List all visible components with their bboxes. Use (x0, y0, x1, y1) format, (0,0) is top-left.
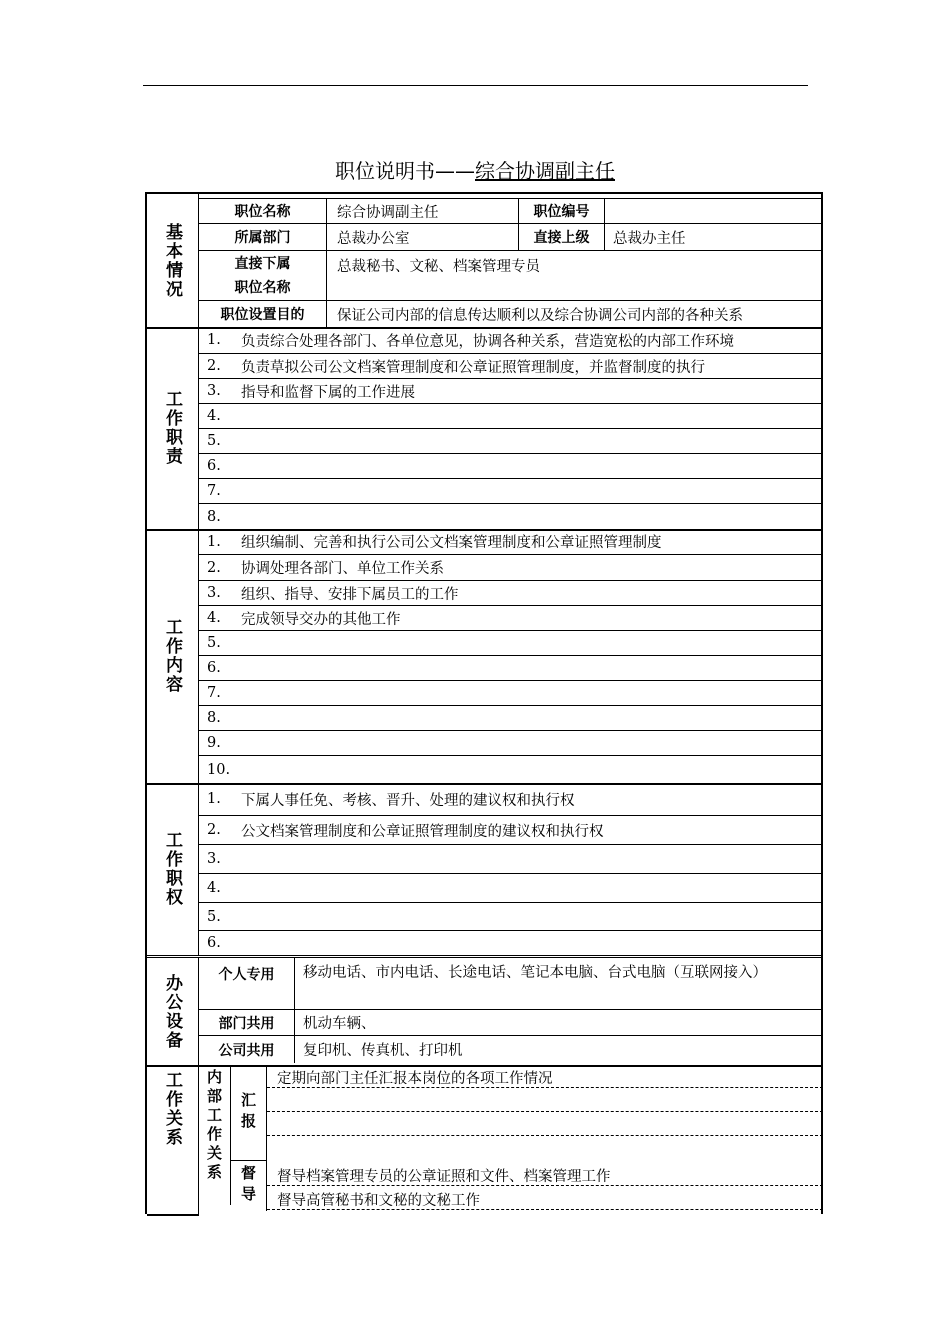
list-item (199, 581, 823, 606)
section-authority: 工作职权 1. 下属人事任免、考核、晋升、处理的建议权和执行权 2. 公文档案管理制度和公章证照管理制度的建议权和执行权 3. 4. 5. 6. (147, 783, 823, 958)
row-subordinates: 直接下属 职位名称 总裁秘书、文秘、档案管理专员 (199, 251, 823, 301)
item-text: 组织编制、完善和执行公司公文档案管理制度和公章证照管理制度 (241, 535, 662, 551)
item-text: 完成领导交办的其他工作 (241, 611, 401, 628)
section-relations: 工作关系 内部工作关系 汇报 督导 定期向部门主任汇报本岗位的各项工作情况 督导档案管理专员的公章证照和文件、档案管理工作 督导高管秘书和文秘的文秘工作 (147, 1065, 823, 1216)
row-department: 所属部门 总裁办公室 直接上级 总裁办主任 (199, 224, 823, 251)
row-purpose: 职位设置目的 保证公司内部的信息传达顺利以及综合协调公司内部的各种关系 (199, 301, 823, 327)
item-number: 4. (207, 610, 221, 626)
list-item (199, 731, 823, 756)
list-item (199, 816, 823, 845)
list-item (199, 327, 823, 354)
item-number: 5. (207, 635, 221, 651)
row-personal: 个人专用 移动电话、市内电话、长途电话、笔记本电脑、台式电脑（互联网接入） (199, 958, 823, 1010)
item-number: 5. (207, 433, 221, 449)
row-dept: 部门共用 机动车辆、 (199, 1010, 823, 1036)
item-number: 8. (207, 710, 221, 726)
section-label: 基本情况 (147, 194, 199, 327)
item-number: 4. (207, 408, 221, 424)
item-number: 4. (207, 880, 221, 896)
internal-label: 内部工作关系 (205, 1069, 223, 1183)
section-duties: 工作职责 1. 负责综合处理各部门、各单位意见，协调各种关系，营造宽松的内部工作环境 2. 负责草拟公司公文档案管理制度和公章证照管理制度，并监督制度的执行 3. 指导和监督下属的工作进展 4. 5. 6. 7. 8. (147, 327, 823, 531)
list-item (199, 845, 823, 874)
item-number: 3. (207, 383, 221, 399)
row-company: 公司共用 复印机、传真机、打印机 (199, 1036, 823, 1063)
list-item (199, 874, 823, 903)
item-number: 7. (207, 483, 221, 499)
section-content: 工作内容 1. 组织编制、完善和执行公司公文档案管理制度和公章证照管理制度 2. 协调处理各部门、单位工作关系 3. 组织、指导、安排下属员工的工作 4. 完成领导交办的其他工作 5. 6. 7. 8. 9. 10. (147, 529, 823, 785)
item-number: 1. (207, 332, 221, 348)
list-item (199, 756, 823, 783)
item-number: 1. (207, 533, 221, 550)
supervise-area (267, 1161, 823, 1211)
list-item (199, 504, 823, 529)
list-item (199, 631, 823, 656)
item-text: 公文档案管理制度和公章证照管理制度的建议权和执行权 (241, 823, 604, 840)
header-rule (143, 85, 808, 86)
row-position-name: 职位名称 综合协调副主任 职位编号 (199, 198, 823, 224)
item-text: 组织、指导、安排下属员工的工作 (241, 586, 459, 603)
item-text: 协调处理各部门、单位工作关系 (241, 561, 444, 577)
item-number: 6. (207, 935, 221, 951)
item-number: 3. (207, 585, 221, 601)
item-text: 指导和监督下属的工作进展 (241, 384, 415, 401)
list-item (199, 354, 823, 379)
job-description-form (145, 192, 823, 1214)
item-number: 9. (207, 735, 221, 751)
list-item (199, 783, 823, 816)
item-number: 6. (207, 660, 221, 676)
list-item (199, 656, 823, 681)
list-item (199, 404, 823, 429)
list-item (199, 555, 823, 581)
list-item (199, 706, 823, 731)
item-number: 2. (207, 559, 221, 576)
item-number: 6. (207, 458, 221, 474)
item-number: 8. (207, 508, 221, 525)
list-item (199, 681, 823, 706)
list-item (199, 429, 823, 454)
page-title: 职位说明书——综合协调副主任 (335, 159, 615, 183)
item-number: 7. (207, 685, 221, 701)
section-basic (147, 194, 823, 329)
report-label: 汇报 (239, 1091, 257, 1134)
supervise-label: 督导 (239, 1165, 257, 1207)
item-number: 1. (207, 791, 221, 807)
item-text: 负责草拟公司公文档案管理制度和公章证照管理制度，并监督制度的执行 (241, 359, 705, 376)
item-text: 负责综合处理各部门、各单位意见，协调各种关系，营造宽松的内部工作环境 (241, 333, 734, 350)
item-number: 2. (207, 358, 221, 374)
supervise-item: 督导高管秘书和文秘的文秘工作 (277, 1193, 480, 1209)
item-number: 10. (207, 761, 231, 778)
item-text: 下属人事任免、考核、晋升、处理的建议权和执行权 (241, 792, 575, 809)
item-number: 5. (207, 908, 221, 925)
supervise-item: 督导档案管理专员的公章证照和文件、档案管理工作 (277, 1169, 611, 1185)
list-item (199, 379, 823, 404)
item-number: 3. (207, 851, 221, 867)
list-item (199, 529, 823, 555)
item-number: 2. (207, 822, 221, 838)
list-item (199, 454, 823, 479)
list-item (199, 931, 823, 955)
title-position: 综合协调副主任 (475, 159, 615, 183)
list-item (199, 903, 823, 931)
report-area (267, 1065, 823, 1161)
list-item (199, 479, 823, 504)
section-equipment: 办公设备 个人专用 移动电话、市内电话、长途电话、笔记本电脑、台式电脑（互联网接入） 部门共用 机动车辆、 公司共用 复印机、传真机、打印机 (147, 958, 823, 1067)
list-item (199, 606, 823, 631)
report-item: 定期向部门主任汇报本岗位的各项工作情况 (277, 1071, 553, 1087)
